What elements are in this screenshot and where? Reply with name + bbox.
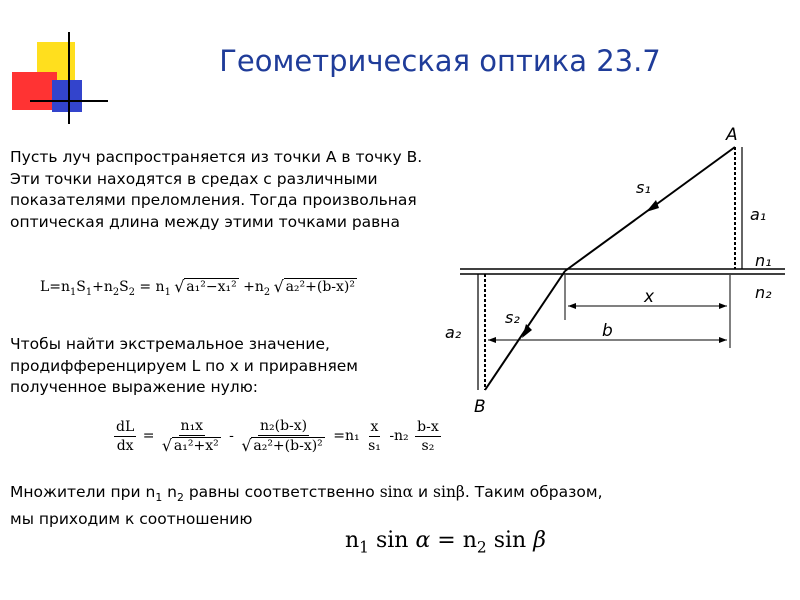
intro-line-2: Эти точки находятся в средах с различными — [10, 169, 378, 188]
conclusion-paragraph — [10, 482, 603, 530]
sin-beta: sinβ — [433, 483, 465, 501]
vertical-rule — [68, 32, 70, 124]
snell-law-equation: $n_1$ $\sin \alpha = n_2$ sin β — [345, 528, 546, 557]
label-x: x — [644, 287, 655, 307]
sin-alpha: sinα — [379, 483, 414, 501]
fraction-term-1: n₁x √ a₁²+x² — [161, 418, 223, 454]
label-s2: s₂ — [505, 308, 520, 327]
radical-2: √ a₂²+(b-x)² — [284, 278, 357, 295]
blue-square — [52, 80, 82, 112]
label-B: B — [474, 397, 486, 417]
red-square — [12, 72, 57, 110]
fraction-dL-dx: $\frac{dL}{dx}$ — [116, 418, 135, 454]
derivative-line-2: продифференцируем L по x и приравняем — [10, 356, 359, 375]
intro-paragraph — [10, 147, 422, 233]
radical-1: √ a₁²−x₁² — [184, 278, 238, 295]
label-a1: a₁ — [750, 205, 767, 224]
optical-length-equation: $L=n_1S_1+n_2S_2 = n_1$ √ $a_1^2-x_1^2 +n_2$ √ a₂²+(b-x)² — [40, 278, 357, 298]
fraction-term-4: $\frac{b-x}{\text{s₂}}$ — [417, 418, 439, 454]
label-b: b — [602, 321, 613, 341]
fraction-term-2: n₂(b-x) √ a₂²+(b-x)² — [240, 418, 326, 454]
refraction-diagram — [440, 120, 790, 420]
derivative-paragraph — [10, 334, 358, 399]
arrowhead-s1 — [646, 200, 659, 212]
intro-line-1: Пусть луч распространяется из точки А в точку В. — [10, 148, 423, 166]
label-a2: a₂ — [445, 323, 462, 342]
conclusion-line-1: Множители при $n_1$ $n_2$ равны соответственно sinα и sinβ. Таким образом, — [10, 483, 603, 505]
derivative-line-1: Чтобы найти экстремальное значение, — [10, 335, 330, 353]
label-A: A — [726, 125, 738, 145]
intro-line-3: показателями преломления. Тогда произвольная — [10, 191, 417, 209]
label-s1: s₁ — [636, 178, 651, 197]
label-n1: n₁ — [755, 251, 772, 270]
conclusion-line-2: мы приходим к соотношению — [10, 509, 253, 528]
fraction-term-3: $\frac{x}{\text{s₁}}$ — [368, 418, 381, 454]
label-n2: n₂ — [755, 283, 772, 302]
horizontal-rule — [30, 100, 108, 102]
intro-line-4: оптическая длина между этими точками равна — [10, 212, 400, 231]
derivative-line-3: полученное выражение нулю: — [10, 378, 258, 396]
derivative-equation: $\frac{dL}{dx}$ = n₁x √ a₁²+x² - n₂(b-x) √ a₂²+(b-x)² =n₁ $\frac{x}{\text{s₁}}$ -n₂ $\frac{b-x}{\text{s₂}}$ — [112, 418, 443, 454]
corner-decoration — [0, 30, 110, 125]
slide-title: Геометрическая оптика 23.7 — [219, 44, 661, 78]
